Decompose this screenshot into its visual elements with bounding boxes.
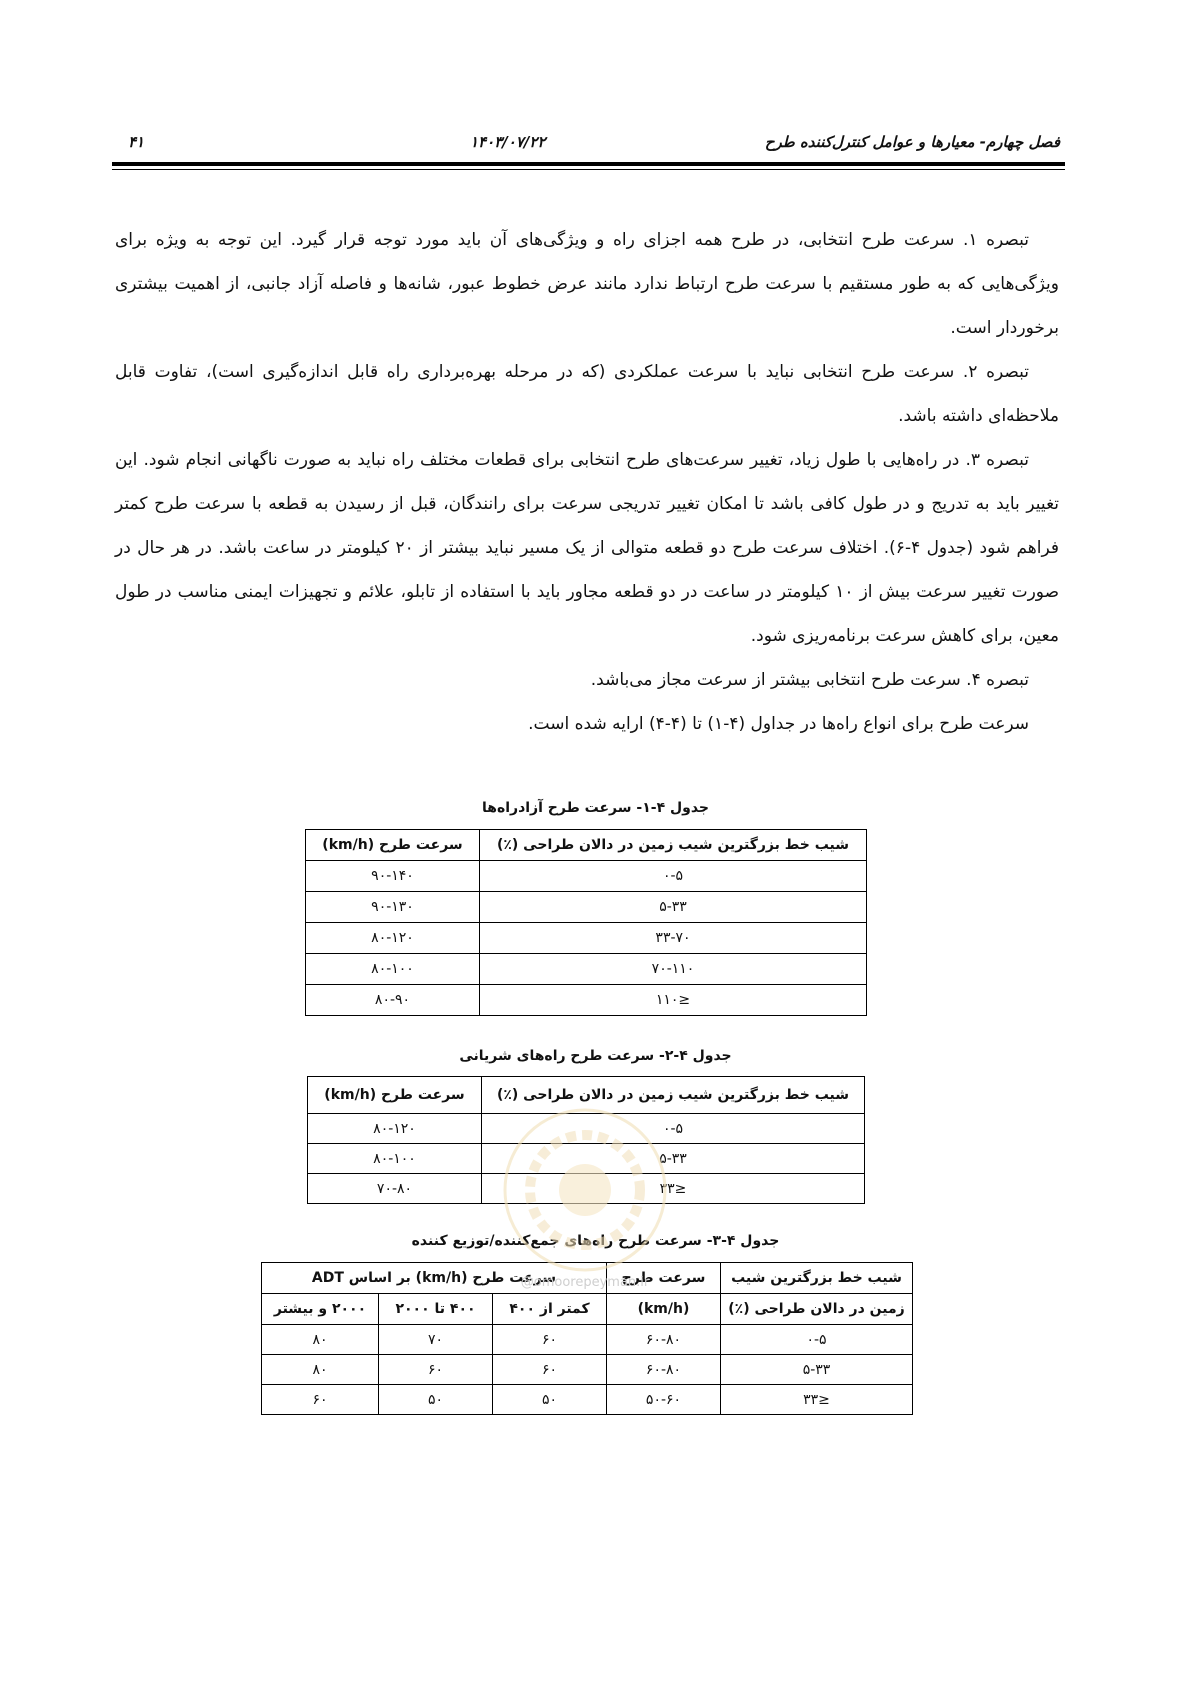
table2-header-speed: سرعت طرح (km/h) [308, 1077, 482, 1114]
header-rule-thin [112, 169, 1065, 170]
table-row [308, 1174, 865, 1204]
table2-caption: جدول ۴-۲- سرعت طرح راه‌های شریانی [459, 1048, 732, 1064]
table3-header-adt: سرعت طرح (km/h) بر اساس ADT [262, 1263, 607, 1294]
table-cell: ۵۰ [379, 1385, 493, 1415]
table3-header-speed-line1: سرعت طرح [621, 1270, 706, 1286]
table-cell: ۶۰-۸۰ [607, 1355, 721, 1385]
table-cell: ۸۰-۱۰۰ [306, 954, 480, 985]
note-2: تبصره ۲. سرعت طرح انتخابی نباید با سرعت عملکردی (که در مرحله بهره‌برداری راه قابل اندازه‌گیری است)، تفاوت قابل ملاحظه‌ای داشته باشد. [115, 362, 1059, 426]
table3-header-speed-line2: (km/h) [637, 1301, 690, 1317]
table-row [262, 1325, 913, 1355]
watermark-text: @omoorepeyman.ir [520, 1275, 650, 1290]
table-cell: ۹۰-۱۳۰ [306, 892, 480, 923]
table-cell: ۸۰-۱۰۰ [308, 1144, 482, 1174]
note-1: تبصره ۱. سرعت طرح انتخابی، در طرح همه اجزای راه و ویژگی‌های آن باید مورد توجه قرار گیرد. این توجه به ویژه برای ویژگی‌هایی که به طور مستقیم با سرعت طرح ارتباط ندارد مانند عرض خطوط عبور، شانه‌ها و فاصله آزاد جانبی، از اهمیت بیشتری برخوردار است. [115, 230, 1059, 338]
table-row [306, 985, 867, 1016]
table-cell: ۰-۵ [721, 1325, 913, 1355]
table-row [306, 861, 867, 892]
table-cell: ۸۰ [262, 1355, 379, 1385]
table-cell: ۸۰ [262, 1325, 379, 1355]
table-cell: ۵۰ [493, 1385, 607, 1415]
table-cell: ۸۰-۱۲۰ [306, 923, 480, 954]
table1-header-slope: شیب خط بزرگترین شیب زمین در دالان طراحی (٪) [480, 830, 867, 861]
table-cell: ۰-۵ [482, 1114, 865, 1144]
table3-header-slope [721, 1263, 913, 1294]
header-rule-thick [112, 162, 1065, 166]
table1-caption: جدول ۴-۱- سرعت طرح آزادراه‌ها [481, 800, 710, 816]
table3-caption: جدول ۴-۳- سرعت طرح راه‌های جمع‌کننده/توزیع کننده [411, 1233, 780, 1249]
table-row [306, 954, 867, 985]
table3-header-adt-high: ۲۰۰۰ و بیشتر [262, 1294, 379, 1325]
table-row [306, 923, 867, 954]
table-cell: ۵-۳۳ [482, 1144, 865, 1174]
table2-header-slope: شیب خط بزرگترین شیب زمین در دالان طراحی (٪) [482, 1077, 865, 1114]
table-row [308, 1114, 865, 1144]
table-cell: ۷۰-۱۱۰ [480, 954, 867, 985]
table-cell: ۸۰-۱۲۰ [308, 1114, 482, 1144]
table-row [262, 1355, 913, 1385]
table-cell: ۷۰-۸۰ [308, 1174, 482, 1204]
table3-header-slope-line2: زمین در دالان طراحی (٪) [728, 1301, 905, 1317]
table-row [306, 892, 867, 923]
table-cell: ۶۰ [493, 1325, 607, 1355]
table-cell: ۸۰-۹۰ [306, 985, 480, 1016]
body-text [115, 218, 1059, 746]
table3-header-speed [607, 1263, 721, 1294]
table3-header-slope-line1: شیب خط بزرگترین شیب [731, 1270, 902, 1286]
note-3: تبصره ۳. در راه‌هایی با طول زیاد، تغییر سرعت‌های طرح انتخابی برای قطعات مختلف راه نباید به صورت ناگهانی انجام شود. این تغییر باید به تدریج و در طول کافی باشد تا امکان تغییر تدریجی سرعت برای رانندگان، قبل از رسیدن به قطعه با سرعت طرح کمتر فراهم شود (جدول ۴-۶). اختلاف سرعت طرح دو قطعه متوالی از یک مسیر نباید بیشتر از ۲۰ کیلومتر در ساعت باشد. در هر حال در صورت تغییر سرعت بیش از ۱۰ کیلومتر در ساعت در دو قطعه مجاور باید با استفاده از تابلو، علائم و تجهیزات ایمنی مناسب در طول معین، برای کاهش سرعت برنامه‌ریزی شود. [115, 450, 1059, 646]
table-cell: ۵-۳۳ [480, 892, 867, 923]
table-cell: ۶۰ [493, 1355, 607, 1385]
table-cell: ≤۳۳ [482, 1174, 865, 1204]
table-row [308, 1144, 865, 1174]
table3-header-adt-mid: ۴۰۰ تا ۲۰۰۰ [379, 1294, 493, 1325]
table-cell: ۵۰-۶۰ [607, 1385, 721, 1415]
table-cell: ۵-۳۳ [721, 1355, 913, 1385]
table-cell: ۶۰ [379, 1355, 493, 1385]
table-cell: ۰-۵ [480, 861, 867, 892]
table3-header-slope-cont [721, 1294, 913, 1325]
note-4: تبصره ۴. سرعت طرح انتخابی بیشتر از سرعت مجاز می‌باشد. [590, 670, 1029, 690]
tables-intro: سرعت طرح برای انواع راه‌ها در جداول (۴-۱) تا (۴-۴) ارایه شده است. [528, 714, 1029, 734]
table-cell: ۳۳-۷۰ [480, 923, 867, 954]
header-date: ۱۴۰۳/۰۷/۲۲ [470, 133, 546, 151]
table-cell: ≤۱۱۰ [480, 985, 867, 1016]
table3-header-speed-cont [607, 1294, 721, 1325]
table-cell: ۶۰-۸۰ [607, 1325, 721, 1355]
table-cell: ۶۰ [262, 1385, 379, 1415]
table-arterials [307, 1076, 865, 1204]
chapter-title: فصل چهارم- معیارها و عوامل کنترل‌کننده طرح [764, 133, 1060, 151]
table-cell: ۹۰-۱۴۰ [306, 861, 480, 892]
table3-header-adt-low: کمتر از ۴۰۰ [493, 1294, 607, 1325]
table-row [262, 1385, 913, 1415]
table1-header-speed: سرعت طرح (km/h) [306, 830, 480, 861]
page-number: ۴۱ [128, 133, 145, 151]
table-cell: ۷۰ [379, 1325, 493, 1355]
table-freeways [305, 829, 867, 1016]
table-cell: ≤۳۳ [721, 1385, 913, 1415]
table-collectors [261, 1262, 913, 1415]
